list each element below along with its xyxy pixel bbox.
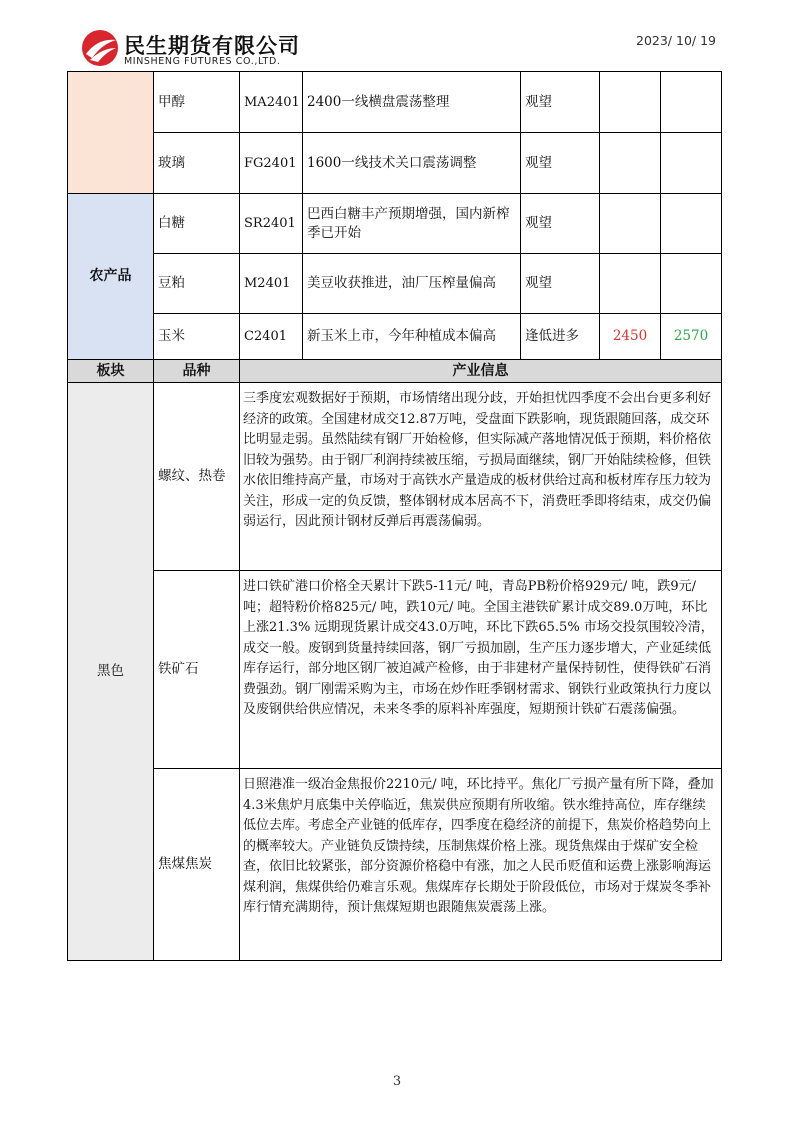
table-row	[68, 72, 722, 133]
report-date: 2023/ 10/ 19	[636, 33, 716, 48]
variety-cell: 甲醇	[154, 72, 240, 133]
table-row	[68, 769, 722, 961]
company-name-cn: 民生期货有限公司	[124, 34, 300, 58]
table-row	[68, 571, 722, 769]
futures-table	[67, 71, 722, 961]
industry-info-cell: 进口铁矿港口价格全天累计下跌5-11元/ 吨，青岛PB粉价格929元/ 吨，跌9元/ 吨；超特粉价格825元/ 吨，跌10元/ 吨。全国主港铁矿累计成交89.0万吨，环比上涨21.3% 远期现货累计成交43.0万吨，环比下跌65.5% 市场交投氛围较冷清，成交一般。废钢到货量持续回落，钢厂亏损加剧，生产压力逐步增大，产业延续低库存运行，部分地区钢厂被迫减产检修，由于非建材产量保持韧性，使得铁矿石消费强劲。钢厂刚需采购为主，市场在炒作旺季钢材需求、钢铁行业政策执行力度以及废钢供给供应情况，未来冬季的原料补库强度，短期预计铁矿石震荡偏强。	[240, 571, 722, 769]
table-row	[68, 133, 722, 194]
contract-code-cell: C2401	[240, 314, 303, 360]
logic-cell: 2400一线横盘震荡整理	[303, 72, 521, 133]
variety-cell: 豆粕	[154, 254, 240, 314]
logic-cell: 新玉米上市，今年种植成本偏高	[303, 314, 521, 360]
contract-code-cell: FG2401	[240, 133, 303, 194]
minsheng-logo-icon	[80, 28, 120, 68]
logic-cell: 1600一线技术关口震荡调整	[303, 133, 521, 194]
sector-cell-black: 黑色	[68, 383, 154, 961]
variety-cell: 焦煤焦炭	[154, 769, 240, 961]
high-price-cell	[661, 194, 722, 254]
sector-cell-agriculture: 农产品	[68, 194, 154, 360]
low-price-cell	[600, 194, 661, 254]
table-row	[68, 254, 722, 314]
low-price-cell	[600, 254, 661, 314]
page-number: 3	[392, 1074, 402, 1089]
low-price-cell: 2450	[600, 314, 661, 360]
high-price-cell: 2570	[661, 314, 722, 360]
advice-cell: 逢低进多	[521, 314, 600, 360]
header-sector: 板块	[68, 360, 154, 383]
contract-code-cell: MA2401	[240, 72, 303, 133]
advice-cell: 观望	[521, 133, 600, 194]
industry-info-cell: 日照港准一级冶金焦报价2210元/ 吨，环比持平。焦化厂亏损产量有所下降，叠加4.3米焦炉月底集中关停临近，焦炭供应预期有所收缩。铁水维持高位，库存继续低位去库。考虑全产业链的低库存，四季度在稳经济的前提下，焦炭价格趋势向上的概率较大。产业链负反馈持续，压制焦煤价格上涨。现货焦煤由于煤矿安全检查，依旧比较紧张，部分资源价格稳中有涨，加之人民币贬值和运费上涨影响海运煤利润，焦煤供给仍难言乐观。焦煤库存长期处于阶段低位，市场对于煤炭冬季补库行情充满期待，预计焦煤短期也跟随焦炭震荡上涨。	[240, 769, 722, 961]
industry-info-cell: 三季度宏观数据好于预期，市场情绪出现分歧，开始担忧四季度不会出台更多利好经济的政策。全国建材成交12.87万吨，受盘面下跌影响，现货跟随回落，成交环比明显走弱。虽然陆续有钢厂开始检修，但实际减产落地情况低于预期，料价格依旧较为强势。由于钢厂利润持续被压缩，亏损局面继续，钢厂开始陆续检修，但铁水依旧维持高产量，市场对于高铁水产量造成的板材供给过高和板材库存压力较为关注，形成一定的负反馈，整体钢材成本居高不下，消费旺季即将结束，成交仍偏弱运行，因此预计钢材反弹后再震荡偏弱。	[240, 383, 722, 571]
logic-cell: 美豆收获推进，油厂压榨量偏高	[303, 254, 521, 314]
variety-cell: 玉米	[154, 314, 240, 360]
table-row	[68, 194, 722, 254]
low-price-cell	[600, 133, 661, 194]
advice-cell: 观望	[521, 254, 600, 314]
variety-cell: 玻璃	[154, 133, 240, 194]
contract-code-cell: SR2401	[240, 194, 303, 254]
high-price-cell	[661, 254, 722, 314]
table-row	[68, 314, 722, 360]
info-header-row	[68, 360, 722, 383]
advice-cell: 观望	[521, 72, 600, 133]
variety-cell: 铁矿石	[154, 571, 240, 769]
company-name-en: MINSHENG FUTURES CO.,LTD.	[124, 56, 281, 67]
contract-code-cell: M2401	[240, 254, 303, 314]
advice-cell: 观望	[521, 194, 600, 254]
logic-cell: 巴西白糖丰产预期增强，国内新榨季已开始	[303, 194, 521, 254]
sector-cell-chemical	[68, 72, 154, 194]
low-price-cell	[600, 72, 661, 133]
header-variety: 品种	[154, 360, 240, 383]
table-row	[68, 383, 722, 571]
high-price-cell	[661, 133, 722, 194]
high-price-cell	[661, 72, 722, 133]
variety-cell: 白糖	[154, 194, 240, 254]
header-info: 产业信息	[240, 360, 722, 383]
page-header	[0, 0, 794, 70]
variety-cell: 螺纹、热卷	[154, 383, 240, 571]
